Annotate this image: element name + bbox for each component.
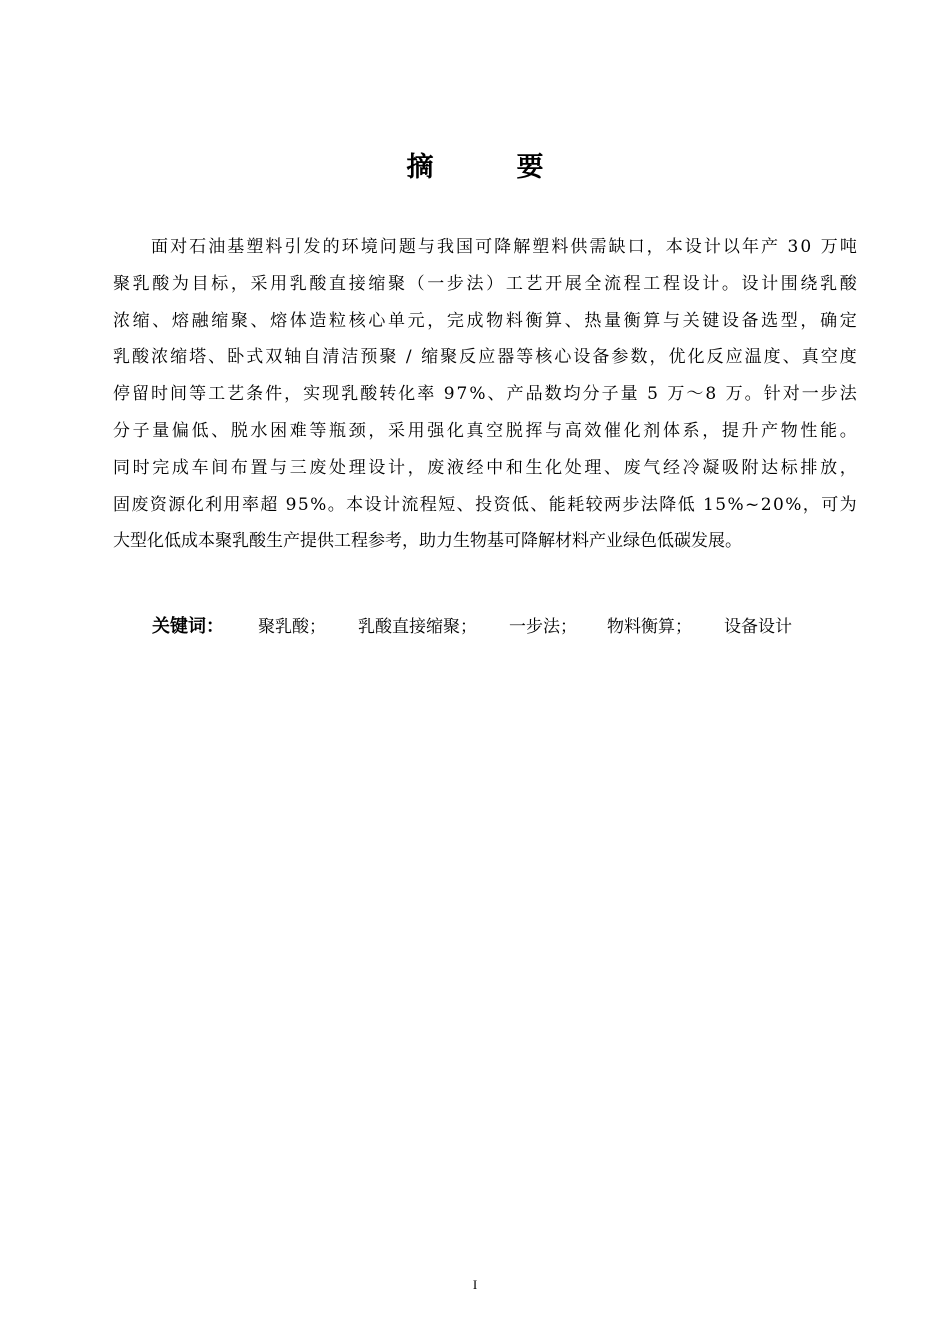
abstract-line: 聚 乳 酸 为 目 标 ， 采 用 乳 酸 直 接 缩 聚 （ 一 步 法 ） 工 艺 开 展 全 流 程 工 程 设 计 。 设 计 围 绕 乳 酸: [113, 273, 857, 294]
abstract-line: 固 废 资 源 化 利 用 率 超 9 5 % 。 本 设 计 流 程 短 、 投 资 低 、 能 耗 较 两 步 法 降 低 1 5 % ~ 2 0 % ， 可 为: [113, 494, 857, 515]
keyword: 乳酸直接缩聚；: [358, 617, 477, 637]
abstract-line: 同 时 完 成 车 间 布 置 与 三 废 处 理 设 计 ， 废 液 经 中 和 生 化 处 理 、 废 气 经 冷 凝 吸 附 达 标 排 放 ，: [113, 457, 857, 478]
page-title: 摘 要: [406, 152, 572, 183]
abstract-line: 大型化低成本聚乳酸生产提供工程参考，助力生物基可降解材料产业绿色低碳发展。: [113, 531, 742, 552]
keywords-row: [152, 612, 792, 642]
keywords-label: 关键词：: [152, 616, 224, 637]
keyword: 设备设计: [724, 617, 792, 637]
abstract-line: 浓 缩 、 熔 融 缩 聚 、 熔 体 造 粒 核 心 单 元 ， 完 成 物 料 衡 算 、 热 量 衡 算 与 关 键 设 备 选 型 ， 确 定: [113, 310, 857, 331]
abstract-line: 分 子 量 偏 低 、 脱 水 困 难 等 瓶 颈 ， 采 用 强 化 真 空 脱 挥 与 高 效 催 化 剂 体 系 ， 提 升 产 物 性 能 。: [113, 420, 857, 441]
keyword: 物料衡算；: [607, 617, 692, 637]
abstract-body: [113, 229, 857, 560]
keyword: 一步法；: [509, 617, 577, 637]
abstract-line: 乳 酸 浓 缩 塔 、 卧 式 双 轴 自 清 洁 预 聚 / 缩 聚 反 应 器 等 核 心 设 备 参 数 ， 优 化 反 应 温 度 、 真 空 度: [113, 347, 857, 368]
keyword: 聚乳酸；: [258, 617, 326, 637]
abstract-line: 停 留 时 间 等 工 艺 条 件 ， 实 现 乳 酸 转 化 率 9 7 % 、 产 品 数 均 分 子 量 5 万 ～ 8 万 。 针 对 一 步 法: [113, 384, 857, 405]
abstract-line: 面 对 石 油 基 塑 料 引 发 的 环 境 问 题 与 我 国 可 降 解 塑 料 供 需 缺 口 ， 本 设 计 以 年 产 3 0 万 吨: [151, 237, 857, 257]
page-number: I: [472, 1277, 478, 1292]
